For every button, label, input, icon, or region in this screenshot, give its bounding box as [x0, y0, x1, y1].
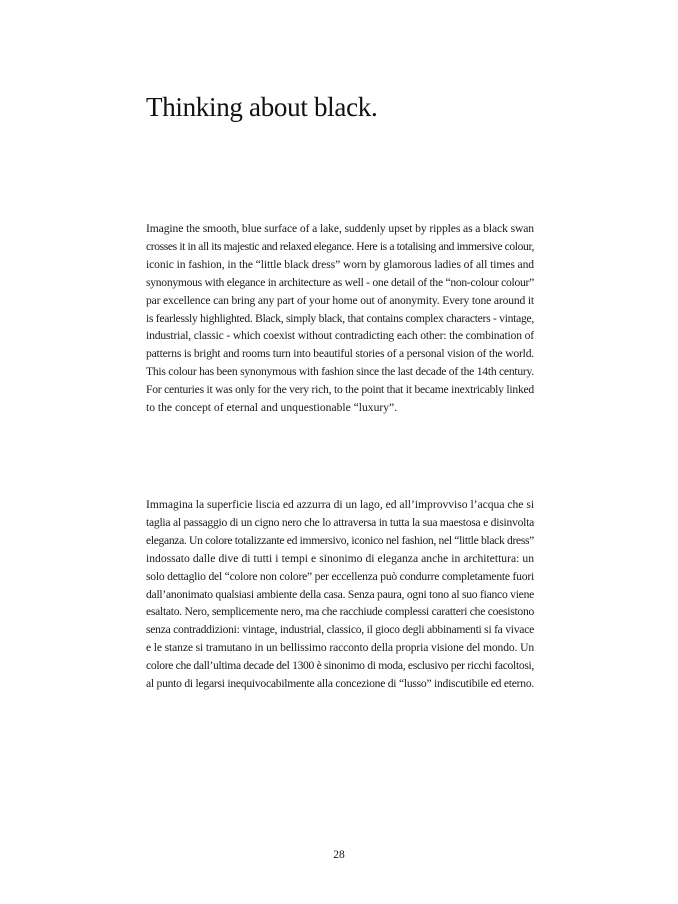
- text-line: indossato dalle dive di tutti i tempi e sinonimo di eleganza anche in architettura: un: [146, 551, 534, 565]
- text-line: iconic in fashion, in the “little black dress” worn by glamorous ladies of all times and: [146, 257, 535, 271]
- text-line: to the concept of eternal and unquestionable “luxury”.: [146, 401, 398, 415]
- page-number: 28: [333, 849, 345, 861]
- text-line: industrial, classic - which coexist without contradicting each other: the combination of: [146, 329, 534, 343]
- text-line: colore che dall’ultima decade del 1300 è sinonimo di moda, esclusivo per ricchi facoltosi,: [146, 659, 535, 673]
- text-line: For centuries it was only for the very rich, to the point that it became inextricably linked: [146, 383, 534, 397]
- page-title: Thinking about black.: [146, 92, 378, 122]
- text-line: al punto di legarsi inequivocabilmente alla concezione di “lusso” indiscutibile ed eterno.: [146, 677, 535, 691]
- italian-paragraph: [146, 496, 534, 693]
- text-line: This colour has been synonymous with fashion since the last decade of the 14th century.: [146, 365, 534, 379]
- text-line: senza contraddizioni: vintage, industrial, classico, il gioco degli abbinamenti si fa vivace: [146, 623, 534, 637]
- text-line: taglia al passaggio di un cigno nero che lo attraversa in tutta la sua maestosa e disinvolta: [146, 515, 534, 529]
- text-line: eleganza. Un colore totalizzante ed immersivo, iconico nel fashion, nel “little black dress”: [146, 533, 535, 547]
- text-line: Immagina la superficie liscia ed azzurra di un lago, ed all’improvviso l’acqua che si: [146, 498, 535, 511]
- text-line: e le stanze si tramutano in un bellissimo racconto della propria visione del mondo. Un: [146, 641, 534, 655]
- text-line: solo dettaglio del “colore non colore” per eccellenza può condurre completamente fuori: [146, 569, 534, 583]
- text-line: dall’anonimato qualsiasi ambiente della casa. Senza paura, ogni tono al suo fianco viene: [146, 587, 535, 601]
- english-paragraph: [146, 220, 534, 417]
- text-line: patterns is bright and rooms turn into beautiful stories of a personal vision of the world.: [146, 347, 534, 361]
- text-line: Imagine the smooth, blue surface of a lake, suddenly upset by ripples as a black swan: [146, 222, 534, 235]
- text-line: esaltato. Nero, semplicemente nero, ma che racchiude complessi caratteri che coesistono: [146, 605, 535, 619]
- text-line: crosses it in all its majestic and relaxed elegance. Here is a totalising and immersive colour,: [146, 239, 534, 253]
- text-line: synonymous with elegance in architecture as well - one detail of the “non-colour colour”: [146, 275, 534, 289]
- text-line: is fearlessly highlighted. Black, simply black, that contains complex characters - vintage,: [146, 311, 534, 325]
- text-line: par excellence can bring any part of your home out of anonymity. Every tone around it: [146, 293, 534, 307]
